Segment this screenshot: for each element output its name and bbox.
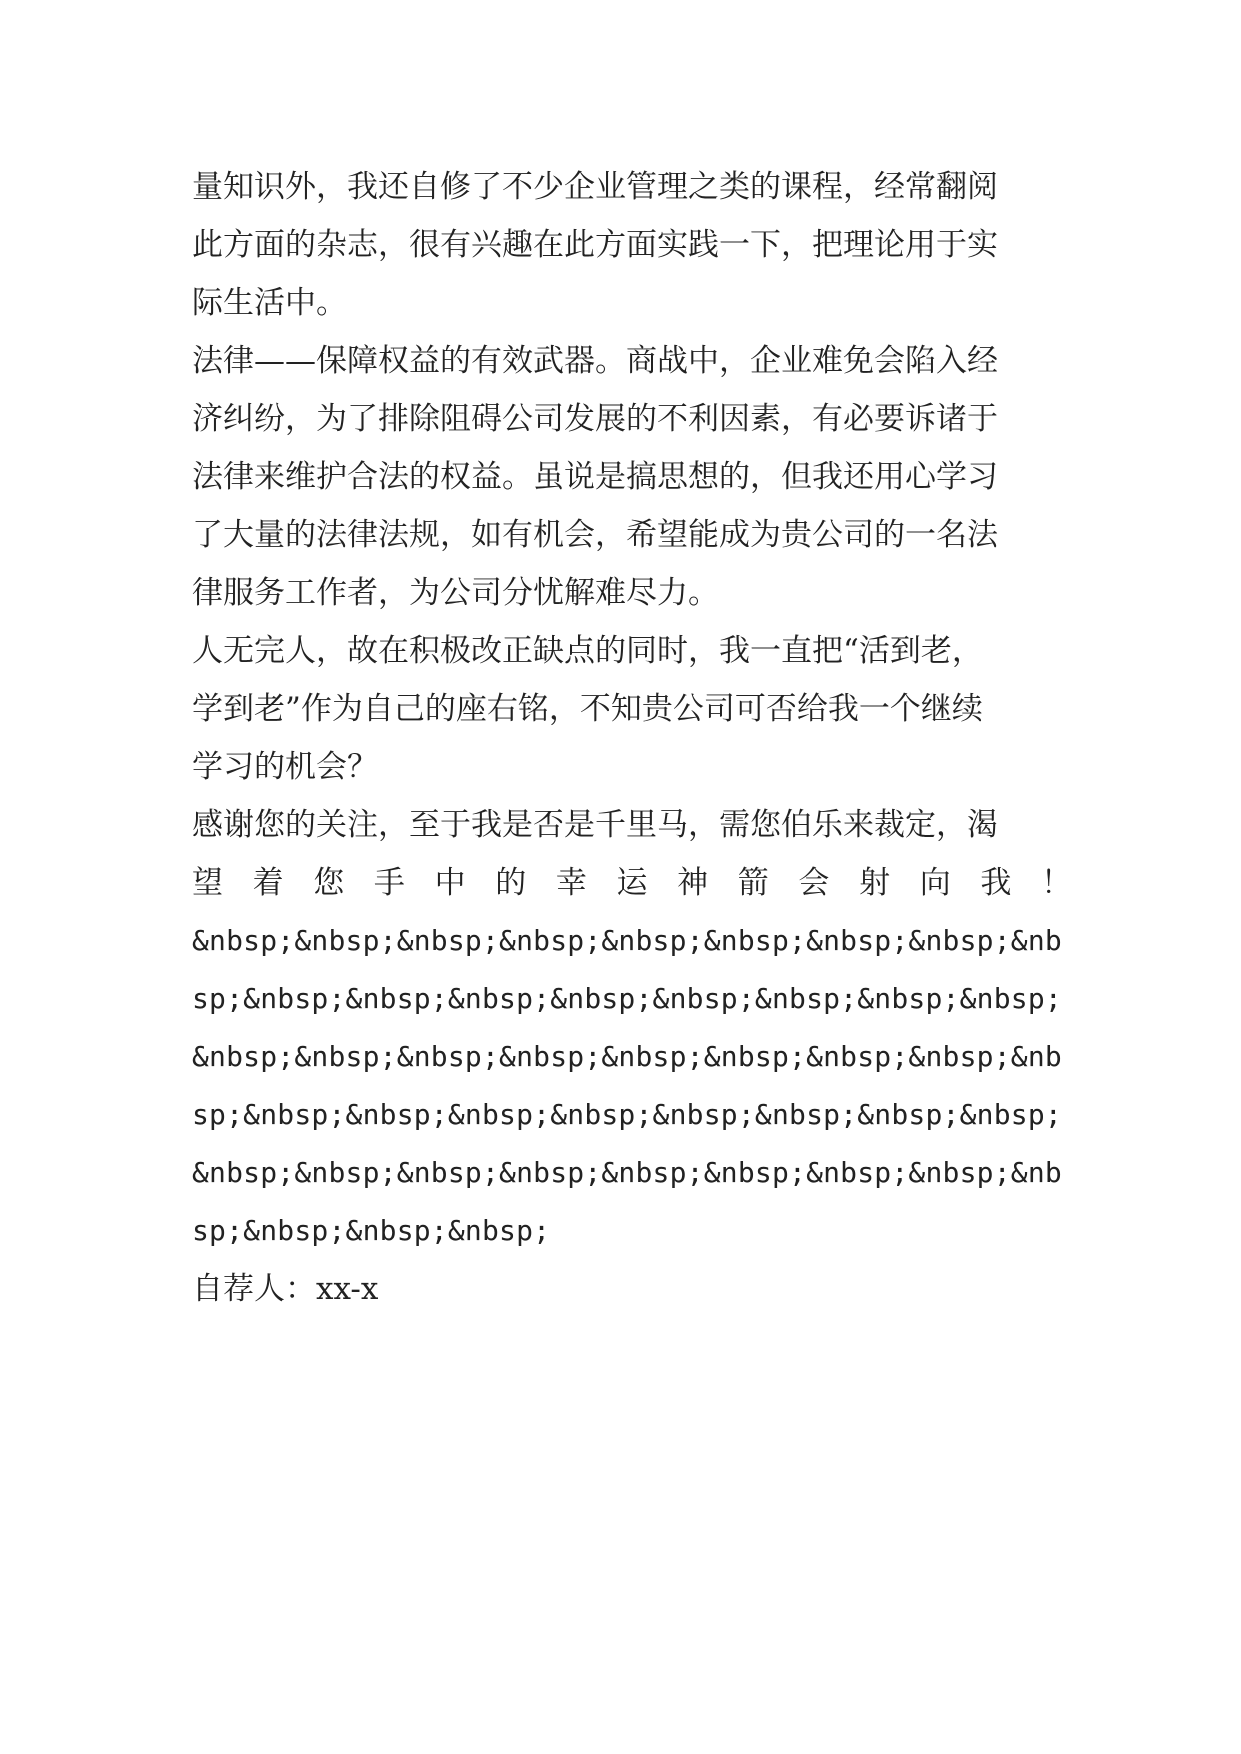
text-line: 此方面的杂志，很有兴趣在此方面实践一下，把理论用于实 [192,227,998,263]
text-line: 感谢您的关注，至于我是否是千里马，需您伯乐来裁定，渴 [192,807,998,843]
text-line: 律服务工作者，为公司分忧解难尽力。 [192,575,719,611]
text-line: 济纠纷，为了排除阻碍公司发展的不利因素，有必要诉诸于 [192,401,998,437]
text-line: 了大量的法律法规，如有机会，希望能成为贵公司的一名法 [192,517,998,553]
document-body [192,158,1072,1318]
text-line: 法律来维护合法的权益。虽说是搞思想的，但我还用心学习 [192,459,998,495]
text-line-justified: 望着您手中的幸运神箭会射向我！ [192,865,1072,901]
code-text-line: &nbsp;&nbsp;&nbsp;&nbsp;&nbsp;&nbsp;&nbsp;&nbsp;&nb [192,924,1062,957]
text-line: 学习的机会？ [192,749,378,785]
code-text-line: &nbsp;&nbsp;&nbsp;&nbsp;&nbsp;&nbsp;&nbsp;&nbsp;&nb [192,1156,1062,1189]
text-line: 人无完人，故在积极改正缺点的同时，我一直把“活到老， [192,633,983,669]
code-text-line: sp;&nbsp;&nbsp;&nbsp;&nbsp;&nbsp;&nbsp;&nbsp;&nbsp; [192,1098,1062,1131]
text-line: 际生活中。 [192,285,347,321]
code-text-line: sp;&nbsp;&nbsp;&nbsp;&nbsp;&nbsp;&nbsp;&nbsp;&nbsp; [192,982,1062,1015]
text-line: 学到老”作为自己的座右铭，不知贵公司可否给我一个继续 [192,691,983,727]
text-line: 法律——保障权益的有效武器。商战中，企业难免会陷入经 [192,343,998,379]
code-text-line: &nbsp;&nbsp;&nbsp;&nbsp;&nbsp;&nbsp;&nbsp;&nbsp;&nb [192,1040,1062,1073]
code-text-line: sp;&nbsp;&nbsp;&nbsp; [192,1214,551,1247]
signature-line: 自荐人：xx-x [192,1271,379,1307]
text-line: 量知识外，我还自修了不少企业管理之类的课程，经常翻阅 [192,169,998,205]
